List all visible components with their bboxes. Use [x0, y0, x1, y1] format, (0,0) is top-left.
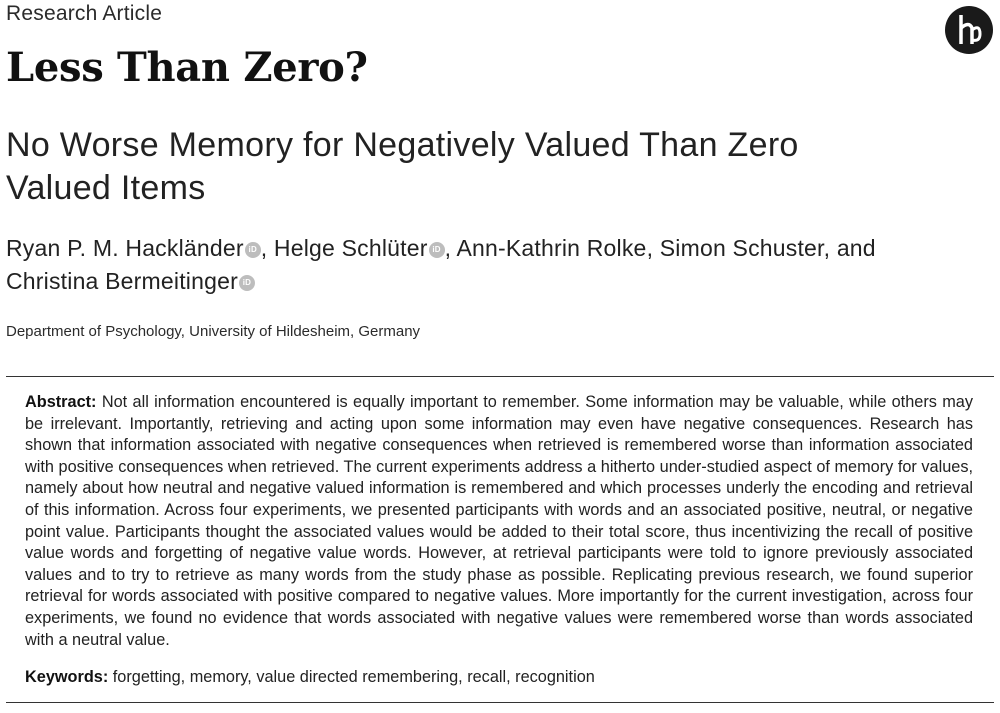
keywords — [25, 668, 973, 687]
author-name[interactable]: Ann-Kathrin Rolke — [456, 235, 647, 261]
author-list: Ryan P. M. Hackländer iD , Helge Schlüter iD , Ann-Kathrin Rolke, Simon Schuster, and Christina Bermeitinger iD — [6, 235, 876, 294]
abstract — [25, 392, 973, 651]
article-subtitle: No Worse Memory for Negatively Valued Than Zero Valued Items — [6, 126, 799, 207]
author-name[interactable]: Helge Schlüter — [273, 235, 428, 261]
article-title: Less Than Zero? — [6, 44, 368, 91]
orcid-icon[interactable]: iD — [429, 242, 445, 258]
divider-bottom — [6, 702, 994, 703]
author-name[interactable]: Simon Schuster — [659, 235, 824, 261]
orcid-icon[interactable]: iD — [239, 275, 255, 291]
abstract-text: Not all information encountered is equally important to remember. Some information may be valuable, while others may be irrelevant. Importantly, retrieving and acting upon some information may even have negative consequences. Research has shown that information associated with negative consequences when retrieved is remembered worse than information associated with positive consequences when retrieved. The current experiments address a hitherto under-studied aspect of memory for values, namely about how neutral and negative valued information is remembered and which processes underly the encoding and retrieval of this information. Across four experiments, we presented participants with words and an associated positive, neutral, or negative point value. Participants thought the associated values would be added to their total score, thus incentivizing the recall of positive value words and forgetting of negative value words. However, at retrieval participants were told to ignore previously associated values and to try to retrieve as many words from the study phase as possible. Replicating previous research, we found superior retrieval for words associated with positive compared to negative values. More importantly for the current investigation, across four experiments, we found no evidence that words associated with negative values were remembered worse than words associated with a neutral value. — [25, 393, 973, 649]
article-type-label: Research Article — [6, 2, 163, 25]
abstract-label: Abstract: — [25, 393, 97, 411]
keywords-text: forgetting, memory, value directed remembering, recall, recognition — [112, 668, 595, 686]
divider-top — [6, 376, 994, 377]
author-name[interactable]: Ryan P. M. Hackländer — [6, 235, 244, 261]
author-name[interactable]: Christina Bermeitinger — [6, 268, 238, 294]
hogrefe-logo-icon — [945, 6, 993, 54]
orcid-icon[interactable]: iD — [245, 242, 261, 258]
affiliation: Department of Psychology, University of Hildesheim, Germany — [6, 323, 421, 340]
keywords-label: Keywords: — [25, 668, 109, 686]
